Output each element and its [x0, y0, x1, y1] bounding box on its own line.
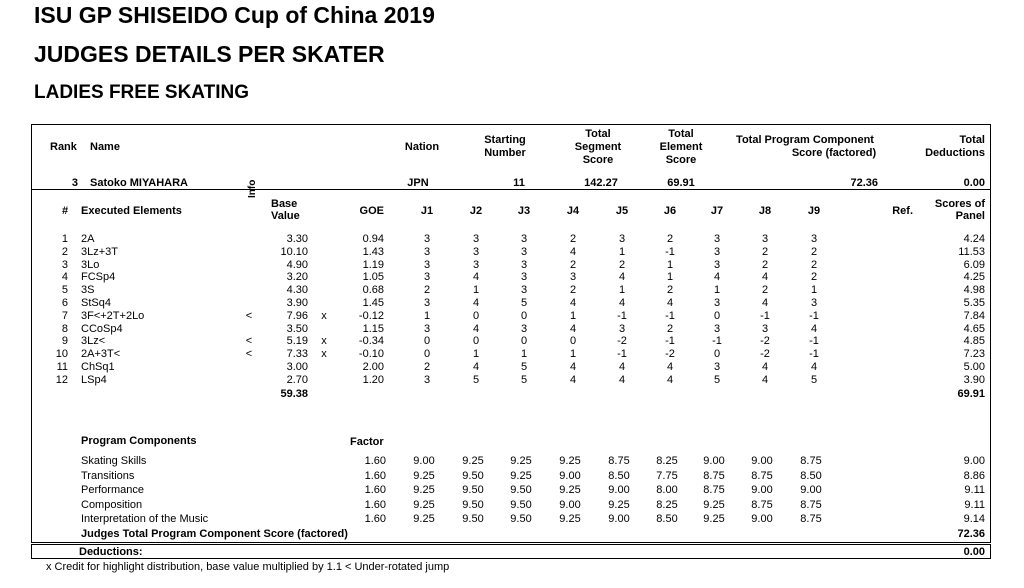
judge-score: 2: [569, 284, 577, 297]
element-name: CCoSp4: [81, 322, 123, 335]
component-name: Skating Skills: [81, 455, 147, 467]
judge-score: 5: [810, 373, 818, 386]
component-judge-score: 9.50: [510, 484, 532, 497]
judge-score: 0: [713, 348, 721, 361]
judge-score: 0: [520, 335, 528, 348]
base-value-header: Value: [271, 210, 300, 222]
component-name: Composition: [81, 498, 143, 511]
element-panel-score: 4.24: [963, 233, 985, 245]
component-judge-score: 9.50: [462, 469, 484, 482]
components-total-score: 72.36: [957, 528, 985, 540]
judge-score: 0: [423, 348, 431, 361]
element-number: 5: [61, 284, 68, 297]
skater-name: Satoko MIYAHARA: [90, 177, 188, 189]
judge-score: 4: [472, 322, 480, 335]
judge-score: 2: [618, 258, 626, 271]
judge-score: 3: [472, 245, 480, 258]
judge-score: 4: [666, 361, 674, 373]
judge-score: 3: [810, 233, 818, 245]
factor-header: Factor: [350, 436, 384, 448]
element-base-value: 5.19: [286, 335, 308, 348]
judge-score: 0: [423, 335, 431, 348]
judge-score: 1: [472, 348, 480, 361]
element-name: 3S: [81, 284, 95, 297]
judge-score: 2: [666, 233, 674, 245]
judge-score: 5: [520, 373, 528, 386]
judge-score: 3: [761, 322, 769, 335]
base-value-total: 59.38: [280, 387, 308, 400]
element-panel-score: 7.23: [963, 348, 985, 361]
judge-score: 0: [569, 335, 577, 348]
judge-score: -1: [809, 309, 819, 322]
judge-score: 2: [423, 284, 431, 297]
judge-score: 4: [666, 297, 674, 309]
judge-score: 4: [810, 322, 818, 335]
skater-rank: 3: [71, 177, 78, 189]
element-number: 12: [55, 373, 68, 386]
starting-number-header: Number: [484, 147, 526, 159]
judge-score: 2: [810, 271, 818, 284]
component-judge-score: 9.50: [462, 484, 484, 497]
component-factor: 1.60: [364, 498, 386, 511]
element-name: LSp4: [81, 373, 107, 386]
judge-score: -2: [760, 348, 770, 361]
judge-score: -2: [617, 335, 627, 348]
deductions-header: Total: [959, 134, 985, 146]
judge-score: 2: [761, 258, 769, 271]
element-name: StSq4: [81, 297, 111, 309]
judge-score: 2: [761, 245, 769, 258]
component-judge-score: 9.00: [800, 484, 822, 497]
component-judge-score: 9.00: [608, 484, 630, 497]
components-total-label: Judges Total Program Component Score (factored): [81, 528, 348, 540]
component-judge-score: 8.25: [656, 498, 678, 511]
judge-score: 1: [569, 309, 577, 322]
component-name: Performance: [81, 484, 144, 497]
element-number: 2: [61, 245, 68, 258]
component-judge-score: 9.00: [559, 498, 581, 511]
element-base-value: 3.20: [286, 271, 308, 284]
element-panel-score: 5.00: [963, 361, 985, 373]
judge-score: 0: [472, 335, 480, 348]
judge-score: 1: [423, 309, 431, 322]
element-score-header: Total: [668, 128, 694, 140]
element-goe: 1.45: [362, 297, 384, 309]
component-judge-score: 9.00: [751, 455, 773, 467]
element-panel-score: 4.65: [963, 322, 985, 335]
judge-score: -2: [760, 335, 770, 348]
element-goe: 0.94: [362, 233, 384, 245]
component-judge-score: 9.25: [559, 455, 581, 467]
judge-header: J6: [663, 205, 677, 217]
judge-score: 1: [569, 348, 577, 361]
element-base-value: 7.96: [286, 309, 308, 322]
component-judge-score: 9.50: [462, 513, 484, 526]
component-judge-score: 9.00: [413, 455, 435, 467]
judge-score: 1: [520, 348, 528, 361]
component-judge-score: 8.75: [703, 469, 725, 482]
element-bonus-mark: x: [321, 348, 327, 361]
judge-score: 3: [569, 271, 577, 284]
judge-score: -1: [665, 335, 675, 348]
element-score-header: Score: [665, 154, 697, 166]
component-factor: 1.60: [364, 513, 386, 526]
component-judge-score: 9.25: [413, 498, 435, 511]
component-name: Interpretation of the Music: [81, 513, 209, 526]
component-judge-score: 8.50: [656, 513, 678, 526]
judge-score: 3: [472, 258, 480, 271]
component-judge-score: 9.50: [510, 498, 532, 511]
judge-score: -1: [617, 348, 627, 361]
component-factor: 1.60: [364, 455, 386, 467]
judge-header: J2: [469, 205, 483, 217]
element-base-value: 4.30: [286, 284, 308, 297]
element-name: ChSq1: [81, 361, 115, 373]
component-judge-score: 9.25: [413, 484, 435, 497]
judge-score: 4: [666, 373, 674, 386]
judge-score: 2: [761, 284, 769, 297]
element-panel-score: 4.98: [963, 284, 985, 297]
component-judge-score: 8.25: [656, 455, 678, 467]
skater-deductions: 0.00: [963, 177, 985, 189]
judge-score: 4: [761, 271, 769, 284]
judge-score: 3: [423, 271, 431, 284]
judge-header: J7: [710, 205, 724, 217]
judge-score: 3: [520, 322, 528, 335]
judge-score: 3: [713, 245, 721, 258]
element-goe: 1.15: [362, 322, 384, 335]
element-name: 2A+3T<: [81, 348, 121, 361]
judge-score: 3: [713, 297, 721, 309]
component-judge-score: 9.00: [751, 513, 773, 526]
component-judge-score: 9.25: [559, 484, 581, 497]
element-goe: 2.00: [362, 361, 384, 373]
deductions-box: [31, 544, 991, 559]
component-judge-score: 9.25: [462, 455, 484, 467]
element-name: 3Lz+3T: [81, 245, 118, 258]
element-info: <: [245, 335, 253, 348]
judge-score: 5: [713, 373, 721, 386]
judge-score: 0: [713, 309, 721, 322]
segment-title: LADIES FREE SKATING: [34, 82, 249, 103]
pcs-header: Score (factored): [791, 147, 877, 159]
judge-score: 3: [423, 258, 431, 271]
segment-score-header: Segment: [574, 141, 622, 153]
component-judge-score: 9.00: [751, 484, 773, 497]
deductions-value: 0.00: [963, 546, 985, 558]
judge-header: J3: [517, 205, 531, 217]
judge-score: 4: [810, 361, 818, 373]
judge-score: 0: [520, 309, 528, 322]
judge-score: 5: [472, 373, 480, 386]
component-judge-score: 8.75: [751, 498, 773, 511]
element-goe: 1.20: [362, 373, 384, 386]
rank-header: Rank: [50, 141, 77, 153]
judge-score: 4: [761, 373, 769, 386]
ref-header: Ref.: [892, 205, 913, 217]
panel-score-header: Scores of: [934, 198, 985, 210]
nation-header: Nation: [404, 141, 440, 153]
judge-score: -1: [617, 309, 627, 322]
components-header: Program Components: [81, 435, 197, 447]
judge-score: 1: [618, 284, 626, 297]
judge-score: 4: [569, 373, 577, 386]
skater-element-score: 69.91: [667, 177, 695, 189]
element-number: 9: [61, 335, 68, 348]
judge-score: -1: [809, 348, 819, 361]
judge-score: 4: [569, 297, 577, 309]
judge-score: 3: [520, 284, 528, 297]
judge-score: 2: [810, 258, 818, 271]
element-goe: -0.10: [358, 348, 384, 361]
element-base-value: 10.10: [280, 245, 308, 258]
judge-score: 3: [423, 297, 431, 309]
element-number: 4: [61, 271, 68, 284]
component-judge-score: 8.75: [800, 513, 822, 526]
element-info: <: [245, 348, 253, 361]
judge-score: 2: [423, 361, 431, 373]
judge-score: 4: [569, 322, 577, 335]
judge-score: 2: [569, 258, 577, 271]
element-number: 3: [61, 258, 68, 271]
element-panel-score: 6.09: [963, 258, 985, 271]
skater-segment-score: 142.27: [584, 177, 618, 189]
component-judge-score: 9.25: [510, 469, 532, 482]
component-judge-score: 8.75: [608, 455, 630, 467]
judge-score: 1: [713, 284, 721, 297]
judge-score: 4: [472, 271, 480, 284]
judge-header: J9: [807, 205, 821, 217]
element-number: 6: [61, 297, 68, 309]
judge-score: 3: [423, 233, 431, 245]
judge-score: 3: [520, 233, 528, 245]
component-judge-score: 8.50: [800, 469, 822, 482]
element-goe: 1.05: [362, 271, 384, 284]
judge-header: J8: [758, 205, 772, 217]
element-number: 1: [61, 233, 68, 245]
element-base-value: 3.90: [286, 297, 308, 309]
judge-score: -1: [665, 245, 675, 258]
component-judge-score: 8.50: [608, 469, 630, 482]
component-score: 8.86: [963, 469, 985, 482]
judge-score: 3: [810, 297, 818, 309]
component-score: 9.11: [964, 484, 985, 497]
judge-score: 2: [569, 233, 577, 245]
judge-score: 3: [520, 258, 528, 271]
judge-score: 3: [423, 373, 431, 386]
skater-starting-number: 11: [513, 177, 525, 189]
component-factor: 1.60: [364, 484, 386, 497]
judge-score: 3: [618, 233, 626, 245]
element-base-value: 3.00: [286, 361, 308, 373]
component-score: 9.14: [963, 513, 985, 526]
element-number: 7: [61, 309, 68, 322]
element-number: 10: [55, 348, 68, 361]
judge-score: 5: [520, 361, 528, 373]
element-name: 3F<+2T+2Lo: [81, 309, 145, 322]
starting-number-header: Starting: [484, 134, 526, 146]
judge-score: 4: [618, 271, 626, 284]
element-name: FCSp4: [81, 271, 116, 284]
element-base-value: 3.50: [286, 322, 308, 335]
judge-score: 4: [618, 373, 626, 386]
deductions-header: Deductions: [925, 147, 985, 159]
component-judge-score: 8.75: [800, 498, 822, 511]
judge-score: 4: [713, 271, 721, 284]
element-goe: 1.19: [362, 258, 384, 271]
name-header: Name: [90, 141, 120, 153]
judge-score: 4: [569, 245, 577, 258]
judge-score: 3: [472, 233, 480, 245]
judge-score: 3: [520, 271, 528, 284]
judge-score: 4: [761, 361, 769, 373]
judge-score: 4: [761, 297, 769, 309]
component-judge-score: 9.25: [510, 455, 532, 467]
element-num-header: #: [61, 205, 69, 217]
judge-score: 0: [472, 309, 480, 322]
element-panel-score: 4.85: [963, 335, 985, 348]
judge-score: -2: [665, 348, 675, 361]
judge-score: 1: [618, 245, 626, 258]
component-judge-score: 8.75: [703, 484, 725, 497]
judge-score: -1: [712, 335, 722, 348]
component-name: Transitions: [81, 469, 135, 482]
judge-score: 1: [810, 284, 818, 297]
component-judge-score: 9.00: [703, 455, 725, 467]
judge-score: 3: [713, 258, 721, 271]
component-judge-score: 8.75: [751, 469, 773, 482]
elements-score-total: 69.91: [957, 387, 985, 400]
judge-score: 1: [666, 258, 674, 271]
element-number: 11: [56, 361, 68, 373]
skater-pcs: 72.36: [850, 177, 878, 189]
component-judge-score: 9.50: [462, 498, 484, 511]
judge-header: J4: [566, 205, 580, 217]
judge-score: 3: [713, 233, 721, 245]
element-base-value: 3.30: [286, 233, 308, 245]
segment-score-header: Score: [582, 154, 614, 166]
judge-score: 1: [472, 284, 480, 297]
judge-header: J1: [420, 205, 434, 217]
element-panel-score: 3.90: [963, 373, 985, 386]
judge-score: 4: [618, 361, 626, 373]
component-judge-score: 7.75: [656, 469, 678, 482]
judge-score: 3: [423, 322, 431, 335]
component-judge-score: 9.25: [703, 498, 725, 511]
element-goe: -0.34: [358, 335, 384, 348]
component-judge-score: 9.00: [608, 513, 630, 526]
goe-header: GOE: [359, 205, 384, 217]
judge-score: -1: [809, 335, 819, 348]
judge-score: -1: [760, 309, 770, 322]
judge-score: 1: [666, 271, 674, 284]
element-bonus-mark: x: [321, 335, 327, 348]
component-factor: 1.60: [364, 469, 386, 482]
component-judge-score: 9.25: [413, 469, 435, 482]
component-score: 9.11: [964, 498, 985, 511]
element-name: 3Lo: [81, 258, 100, 271]
judge-score: 3: [618, 322, 626, 335]
judge-score: 3: [423, 245, 431, 258]
judge-score: 3: [761, 233, 769, 245]
judge-score: 3: [713, 361, 721, 373]
component-judge-score: 9.50: [510, 513, 532, 526]
judge-score: 2: [666, 284, 674, 297]
report-title: JUDGES DETAILS PER SKATER: [34, 41, 385, 67]
element-panel-score: 4.25: [963, 271, 985, 284]
component-judge-score: 9.25: [608, 498, 630, 511]
component-score: 9.00: [963, 455, 985, 467]
element-goe: 0.68: [362, 284, 384, 297]
judge-header: J5: [615, 205, 629, 217]
element-base-value: 4.90: [286, 258, 308, 271]
element-goe: 1.43: [362, 245, 384, 258]
info-header: Info: [247, 179, 258, 198]
panel-score-header: Panel: [955, 210, 985, 222]
skater-nation: JPN: [407, 177, 429, 189]
element-goe: -0.12: [358, 309, 384, 322]
judge-score: 4: [472, 297, 480, 309]
element-score-header: Element: [659, 141, 703, 153]
element-panel-score: 11.53: [958, 245, 985, 258]
judge-score: 4: [618, 297, 626, 309]
judge-score: 4: [569, 361, 577, 373]
element-base-value: 2.70: [286, 373, 308, 386]
deductions-label: Deductions:: [79, 546, 143, 558]
judge-score: 3: [713, 322, 721, 335]
element-info: <: [245, 309, 253, 322]
element-name: 2A: [81, 233, 95, 245]
judge-score: 3: [520, 245, 528, 258]
element-name-header: Executed Elements: [81, 205, 182, 217]
footnote: x Credit for highlight distribution, base value multiplied by 1.1 < Under-rotated jump: [46, 561, 450, 573]
element-panel-score: 7.84: [963, 309, 985, 322]
base-value-header: Base: [271, 198, 298, 210]
judge-score: -1: [665, 309, 675, 322]
element-base-value: 7.33: [286, 348, 308, 361]
judge-score: 5: [520, 297, 528, 309]
element-name: 3Lz<: [81, 335, 106, 348]
judge-score: 2: [810, 245, 818, 258]
component-judge-score: 9.00: [559, 469, 581, 482]
judge-score: 4: [472, 361, 480, 373]
component-judge-score: 9.25: [703, 513, 725, 526]
pcs-header: Total Program Component: [736, 134, 874, 146]
judge-score: 2: [666, 322, 674, 335]
element-panel-score: 5.35: [963, 297, 985, 309]
element-bonus-mark: x: [321, 309, 327, 322]
component-judge-score: 8.00: [656, 484, 678, 497]
element-number: 8: [61, 322, 68, 335]
component-judge-score: 8.75: [800, 455, 822, 467]
segment-score-header: Total: [585, 128, 611, 140]
event-title: ISU GP SHISEIDO Cup of China 2019: [34, 2, 435, 28]
component-judge-score: 9.25: [413, 513, 435, 526]
component-judge-score: 9.25: [559, 513, 581, 526]
